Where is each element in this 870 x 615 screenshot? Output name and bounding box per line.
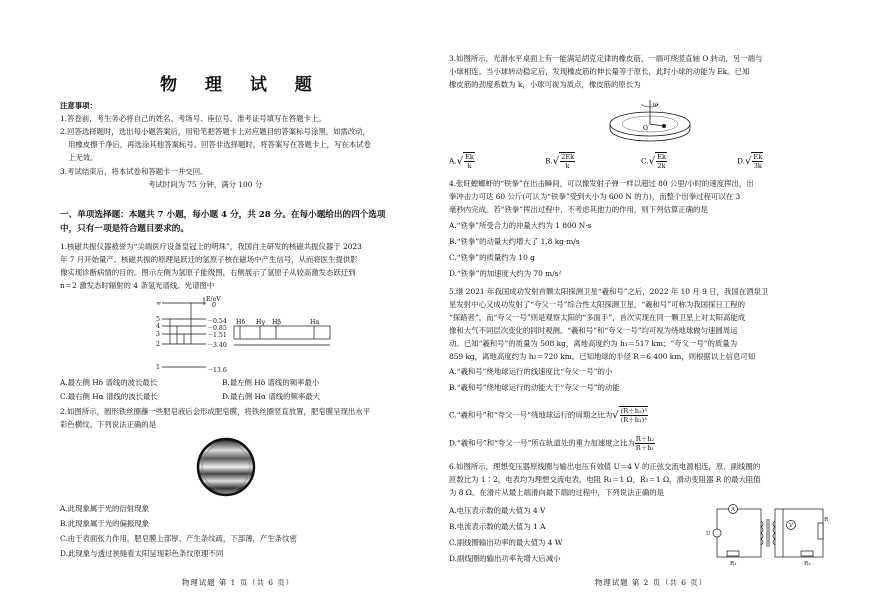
ammeter-label: A <box>731 507 736 513</box>
q3-line-1: 3.如图所示，光滑水平桌面上有一能满足胡克定律的橡皮筋，一端可绕竖直轴 O 转动，另一端与 <box>449 54 763 63</box>
q5-option-a: A.“羲和号”绕地球运行的线速度比“夸父一号”的小 <box>449 367 613 376</box>
q6-line-1: 6.如图所示，理想变压器原线圈与输出电压有效值 U＝4 V 的正弦交流电源相连，原、副线圈的 <box>449 462 761 471</box>
q5-line-1: 5.继 2021 年我国成功发射首颗太阳探测卫星“羲和号”之后，2022 年 10 月 9 日，我国在酒泉卫 <box>449 287 769 296</box>
notice-1: 1.答卷前，考生务必将自己的姓名、考场号、座位号、准考证号填写在答题卡上。 <box>60 114 326 123</box>
q4-line-2: 拳冲击力可达 60 公斤(可认为“铁拳”受到大小为 600 N 的力)，而整个出拳过程可以在 3 <box>449 192 741 201</box>
q3-option-b: B.√ $\frac{2Ek}{k}$ <box>545 153 575 170</box>
q5-option-b: B.“羲和号”绕地球运行的动能大于“夸父一号”的动能 <box>449 383 620 392</box>
q3-line-2: 小球相连。当小球转动稳定后，发现橡皮筋的伸长量等于原长，此时小球的动能为 Ek。已知 <box>449 67 750 76</box>
page-footer-1: 物理试题 第 1 页（共 6 页） <box>182 578 295 587</box>
q1-line-4: n＝2 激发态时辐射的 4 条氢光谱线。光谱图中 <box>60 281 215 290</box>
spectral-line-h-delta: Hδ <box>236 319 246 326</box>
q6-line-2: 匝数比为 1∶2，电表均为理想交流电表，电阻 R₁＝1 Ω，R₂＝1 Ω，滑动变阻器 R 的最大阻值 <box>449 475 761 484</box>
level-e-inf: 0 <box>212 302 216 309</box>
q5-option-d: D.“羲和号”和“夸父一号”所在轨道处的重力加速度之比为 $\frac{\text{R＋h₂}}{\text{R＋h₁}}$ <box>449 435 655 452</box>
svg-text:－: － <box>207 318 214 325</box>
level-e-5: 0.54 <box>213 318 227 325</box>
q6-option-a: A.电压表示数的最大值为 4 V <box>449 506 546 515</box>
svg-text:－: － <box>207 325 214 332</box>
q5-option-c: C.“羲和号”和“夸父一号”绕地球运行的周期之比为√ $\frac{\text{(R＋h₂)³}}{\text{(R＋h₁)³}}$ <box>449 407 647 424</box>
level-n-4: 4 <box>156 323 160 330</box>
q2-line-1: 2.如图所示，圆形铁丝圈蘸一些肥皂液后会形成肥皂膜，将铁丝圈竖直放置，肥皂膜呈现出水平 <box>60 407 371 416</box>
q3-line-3: 橡皮筋的劲度系数为 k，小球可视为质点，橡皮筋的原长为 <box>449 80 641 89</box>
q6-option-c: C.副线圈输出功率的最大值为 4 W <box>449 538 563 547</box>
transformer-circuit-figure <box>705 501 830 567</box>
svg-text:－: － <box>207 332 214 339</box>
q5-line-2: 星发射中心又成功发射了“夸父一号”综合性太阳探测卫星，“羲和号”可称为我国探日工程的 <box>449 300 745 309</box>
notice-heading: 注意事项： <box>60 101 97 110</box>
q1-option-b: B.最左侧 Hδ 谱线的频率最小 <box>222 378 320 387</box>
notice-2c: 上无效。 <box>68 153 98 162</box>
level-n-2: 2 <box>156 341 160 348</box>
section-heading-a: 一、单项选择题：本题共 7 小题，每小题 4 分，共 28 分。在每小题给出的四个选项 <box>60 210 386 220</box>
q3-option-d: D.√ $\frac{Ek}{3k}$ <box>737 153 763 170</box>
q5-line-6: 859 kg，离地高度约为 h₂＝720 km。已知地球的半径 R＝6 400 km，则根据以上信息可知 <box>449 352 756 361</box>
q5-line-5: 动。已知“羲和号”的质量为 508 kg，离地高度约为 h₁＝517 km；“夸父一号”的质量为 <box>449 339 738 348</box>
spectral-line-h-gamma: Hγ <box>256 319 266 326</box>
q5-line-4: 像和大气不同层次变化的同时观测。“羲和号”和“夸父一号”均可视为绕地球做匀速圆周运 <box>449 326 738 335</box>
spectral-line-h-beta: Hβ <box>272 319 281 326</box>
q4-option-c: C.“铁拳”的质量约为 10 g <box>449 253 535 262</box>
q4-line-3: 毫秒内完成。若“铁拳”挥出过程中，不考虑其他力的作用，则下列估算正确的是 <box>449 205 708 214</box>
q5-line-3: “探路者”，而“夸父一号”则是观察太阳的“多面手”，首次实现在同一颗卫星上对太阳高能成 <box>449 313 746 322</box>
omega-label: ω <box>653 101 658 108</box>
svg-text:－: － <box>207 367 214 373</box>
notice-3: 3.考试结束后，将本试卷和答题卡一并交回。 <box>60 167 208 176</box>
level-n-3: 3 <box>156 331 160 338</box>
level-n-inf: ∞ <box>156 300 162 307</box>
r1-label: R₁ <box>730 561 737 567</box>
level-e-3: 1.51 <box>213 332 227 339</box>
r2-label: R₂ <box>804 561 811 567</box>
level-e-4: 0.85 <box>213 325 227 332</box>
voltmeter-label: V <box>789 523 794 529</box>
q6-option-b: B.电流表示数的最大值为 1 A <box>449 522 546 531</box>
rheostat-label: R <box>824 517 829 523</box>
q4-line-1: 4.张旺螳螂虾的“铁拳”在出击瞬间，可以像发射子弹一样以超过 80 公里/小时的速度挥出，出 <box>449 179 754 188</box>
q1-option-c: C.最右侧 Hα 谱线的波长最长 <box>60 392 158 401</box>
q1-line-3: 像实现诊断病情的目的。图示左侧为氢原子能级图，右侧展示了氢原子从较高激发态跃迁到 <box>60 268 356 277</box>
q3-option-a: A.√ $\frac{Ek}{k}$ <box>449 153 474 170</box>
notice-2b: 用橡皮擦干净后，再选涂其他答案标号。回答非选择题时，将答案写在答题卡上，写在本试卷 <box>68 140 372 149</box>
q2-option-b: B.此现象属于光的偏振现象 <box>60 519 150 528</box>
source-u-label: U <box>706 531 711 537</box>
q4-option-a: A.“铁拳”所受合力的冲量大约为 1 800 N·s <box>449 221 592 230</box>
spectral-line-h-alpha: Hα <box>310 319 320 326</box>
q2-option-d: D.此现象与透过狭缝看太阳呈现彩色条纹原理不同 <box>60 549 224 558</box>
q4-option-b: B.“铁拳”的动量大约增大了 1.8 kg·m/s <box>449 237 580 246</box>
rotating-table-figure <box>605 92 695 144</box>
q2-option-c: C.由于表面张力作用，肥皂膜上部厚、产生条纹疏，下部薄，产生条纹密 <box>60 534 297 543</box>
right-page <box>435 0 870 615</box>
q3-option-c: C.√ $\frac{Ek}{2k}$ <box>641 153 666 170</box>
level-n-5: 5 <box>156 316 160 323</box>
pivot-o-label: O <box>643 125 648 132</box>
svg-text:－: － <box>207 342 214 349</box>
exam-time: 考试时间为 75 分钟，满分 100 分 <box>148 180 263 189</box>
q1-option-d: D.最右侧 Hα 谱线的频率最大 <box>222 392 321 401</box>
page-footer-2: 物理试题 第 2 页（共 6 页） <box>595 578 708 587</box>
level-n-1: 1 <box>156 364 160 371</box>
section-heading-b: 中，只有一项是符合题目要求的。 <box>60 224 189 234</box>
q4-option-d: D.“铁拳”的加速度大约为 70 m/s² <box>449 269 562 278</box>
q2-line-2: 彩色横纹。下列说法正确的是 <box>60 420 157 429</box>
energy-level-diagram <box>150 293 340 373</box>
q6-line-3: 为 8 Ω。在滑片从最上端滑向最下端的过程中，下列说法正确的是 <box>449 488 665 497</box>
level-e-1: 13.6 <box>213 367 227 373</box>
q6-option-d: D.副线圈的输出功率先增大后减小 <box>449 554 561 563</box>
energy-unit-label: E/eV <box>206 296 221 303</box>
paper-title: 物 理 试 题 <box>160 75 323 95</box>
soap-film-figure <box>196 437 256 497</box>
q2-option-a: A.此现象属于光的衍射现象 <box>60 504 149 513</box>
q1-line-2: 年 7 月开始量产。核磁共振的原理是跃迁的氢原子核在磁场中产生信号，从而将医生提供影 <box>60 255 358 264</box>
level-e-2: 3.40 <box>213 342 227 349</box>
notice-2a: 2.回答选择题时，选出每小题答案后，用铅笔把答题卡上对应题目的答案标号涂黑，如需改动， <box>60 127 371 136</box>
q1-option-a: A.最左侧 Hδ 谱线的波长最长 <box>60 378 158 387</box>
q1-line-1: 1.核磁共振仪器被誉为“尖端医疗设备皇冠上的明珠”，我国自主研发的核磁共振仪器于 2023 <box>60 242 362 251</box>
